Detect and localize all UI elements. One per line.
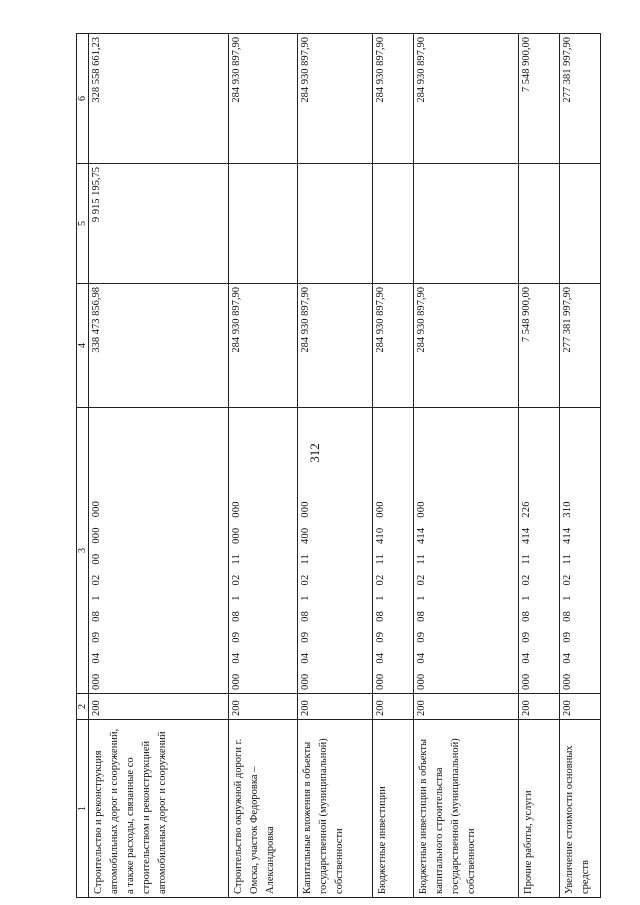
row-admin-cell: 200 xyxy=(414,694,519,720)
row-col6-cell: 284 930 897,90 xyxy=(414,34,519,164)
code-part: 09 xyxy=(375,631,386,643)
code-part: 000 xyxy=(416,501,427,518)
code-part: 000 xyxy=(300,673,311,690)
row-admin-cell: 200 xyxy=(229,694,298,720)
code-part: 310 xyxy=(562,501,573,518)
code-part: 11 xyxy=(300,554,311,565)
code-part: 08 xyxy=(231,610,242,622)
row-col4-cell: 284 930 897,90 xyxy=(414,284,519,408)
row-col5-cell xyxy=(414,164,519,284)
code-part: 000 xyxy=(231,501,242,518)
row-admin-cell: 200 xyxy=(298,694,373,720)
row-name-cell: Увеличение стоимости основных средств xyxy=(560,720,601,898)
code-part: 400 xyxy=(300,527,311,545)
row-code-cell xyxy=(373,408,414,694)
row-code-cell xyxy=(229,408,298,694)
code-part: 09 xyxy=(300,631,311,643)
budget-table xyxy=(76,33,601,898)
row-col4-cell: 338 473 856,98 xyxy=(89,284,229,408)
header-cell: 1 xyxy=(77,720,89,898)
code-part: 000 xyxy=(375,501,386,518)
code-part: 11 xyxy=(231,554,242,565)
row-name-cell: Бюджетные инвестиции в объекты капитального строительства государственной (муниципальной) собственности xyxy=(414,720,519,898)
code-part: 09 xyxy=(231,631,242,643)
row-name-cell: Капитальные вложения в объекты государственной (муниципальной) собственности xyxy=(298,720,373,898)
table-row xyxy=(560,34,601,898)
code-part: 09 xyxy=(562,631,573,643)
row-col6-cell: 284 930 897,90 xyxy=(229,34,298,164)
code-part: 11 xyxy=(375,554,386,565)
row-col5-cell xyxy=(298,164,373,284)
row-col5-cell xyxy=(373,164,414,284)
code-part: 414 xyxy=(416,527,427,545)
code-part: 000 xyxy=(91,673,102,690)
code-part: 04 xyxy=(562,652,573,664)
code-part: 02 xyxy=(562,574,573,586)
rotated-table-container xyxy=(76,34,632,898)
code-part: 1 xyxy=(416,595,427,601)
code-part: 02 xyxy=(416,574,427,586)
code-part: 08 xyxy=(300,610,311,622)
page-number: 312 xyxy=(307,443,322,463)
code-part: 000 xyxy=(231,527,242,545)
code-part: 000 xyxy=(300,501,311,518)
table-wrapper xyxy=(76,34,632,898)
code-part: 02 xyxy=(375,574,386,586)
code-part: 1 xyxy=(521,595,532,601)
row-code-cell xyxy=(414,408,519,694)
table-row xyxy=(89,34,229,898)
row-col6-cell: 284 930 897,90 xyxy=(298,34,373,164)
header-cell: 4 xyxy=(77,284,89,408)
code-part: 04 xyxy=(416,652,427,664)
row-col4-cell: 277 381 997,90 xyxy=(560,284,601,408)
row-code-cell xyxy=(519,408,560,694)
code-part: 11 xyxy=(521,554,532,565)
code-part: 1 xyxy=(375,595,386,601)
row-name-cell: Строительство окружной дороги г. Омска, участок Федоровка – Александровка xyxy=(229,720,298,898)
code-part: 11 xyxy=(562,554,573,565)
row-name-cell: Прочие работы, услуги xyxy=(519,720,560,898)
row-col4-cell: 284 930 897,90 xyxy=(373,284,414,408)
code-part: 04 xyxy=(91,652,102,664)
code-part: 000 xyxy=(416,673,427,690)
row-admin-cell: 200 xyxy=(89,694,229,720)
code-part: 08 xyxy=(416,610,427,622)
row-name-cell: Бюджетные инвестиции xyxy=(373,720,414,898)
code-part: 414 xyxy=(521,527,532,545)
code-part: 414 xyxy=(562,527,573,545)
table-row xyxy=(519,34,560,898)
row-col4-cell: 284 930 897,90 xyxy=(298,284,373,408)
row-code-cell xyxy=(298,408,373,694)
code-part: 410 xyxy=(375,527,386,545)
code-part: 09 xyxy=(91,631,102,643)
row-admin-cell: 200 xyxy=(519,694,560,720)
row-admin-cell: 200 xyxy=(373,694,414,720)
code-part: 11 xyxy=(416,554,427,565)
table-row xyxy=(373,34,414,898)
table-row xyxy=(229,34,298,898)
table-row xyxy=(414,34,519,898)
code-part: 000 xyxy=(91,527,102,544)
row-col4-cell: 7 548 900,00 xyxy=(519,284,560,408)
code-part: 1 xyxy=(300,595,311,601)
code-part: 1 xyxy=(562,595,573,601)
row-admin-cell: 200 xyxy=(560,694,601,720)
header-cell: 6 xyxy=(77,34,89,164)
row-code-cell xyxy=(89,408,229,694)
row-col6-cell: 284 930 897,90 xyxy=(373,34,414,164)
code-part: 02 xyxy=(521,574,532,586)
row-col5-cell: 9 915 195,75 xyxy=(89,164,229,284)
header-cell: 3 xyxy=(77,408,89,694)
code-part: 04 xyxy=(521,652,532,664)
code-part: 08 xyxy=(521,610,532,622)
code-part: 1 xyxy=(91,595,102,601)
row-col6-cell: 328 558 661,23 xyxy=(89,34,229,164)
row-col5-cell xyxy=(560,164,601,284)
code-part: 000 xyxy=(375,673,386,690)
code-part: 00 xyxy=(91,553,102,565)
header-cell: 5 xyxy=(77,164,89,284)
code-part: 04 xyxy=(300,652,311,664)
code-part: 08 xyxy=(375,610,386,622)
table-row xyxy=(298,34,373,898)
code-part: 02 xyxy=(231,574,242,586)
header-row xyxy=(77,34,89,898)
code-part: 226 xyxy=(521,501,532,518)
code-part: 02 xyxy=(300,574,311,586)
row-code-cell xyxy=(560,408,601,694)
code-part: 000 xyxy=(521,673,532,690)
code-part: 000 xyxy=(562,673,573,690)
code-part: 09 xyxy=(521,631,532,643)
code-part: 08 xyxy=(562,610,573,622)
row-col4-cell: 284 930 897,90 xyxy=(229,284,298,408)
code-part: 1 xyxy=(231,595,242,601)
code-part: 04 xyxy=(231,652,242,664)
header-cell: 2 xyxy=(77,694,89,720)
row-col5-cell xyxy=(229,164,298,284)
row-col5-cell xyxy=(519,164,560,284)
code-part: 08 xyxy=(91,610,102,622)
code-part: 09 xyxy=(416,631,427,643)
code-part: 04 xyxy=(375,652,386,664)
row-name-cell: Строительство и реконструкция автомобильных дорог и сооружений, а также расходы, связанные со строительством и реконструкцией автомобильных дорог и сооружений xyxy=(89,720,229,898)
code-part: 000 xyxy=(91,500,102,518)
code-part: 000 xyxy=(231,673,242,690)
row-col6-cell: 7 548 900,00 xyxy=(519,34,560,164)
row-col6-cell: 277 381 997,90 xyxy=(560,34,601,164)
code-part: 02 xyxy=(91,574,102,586)
